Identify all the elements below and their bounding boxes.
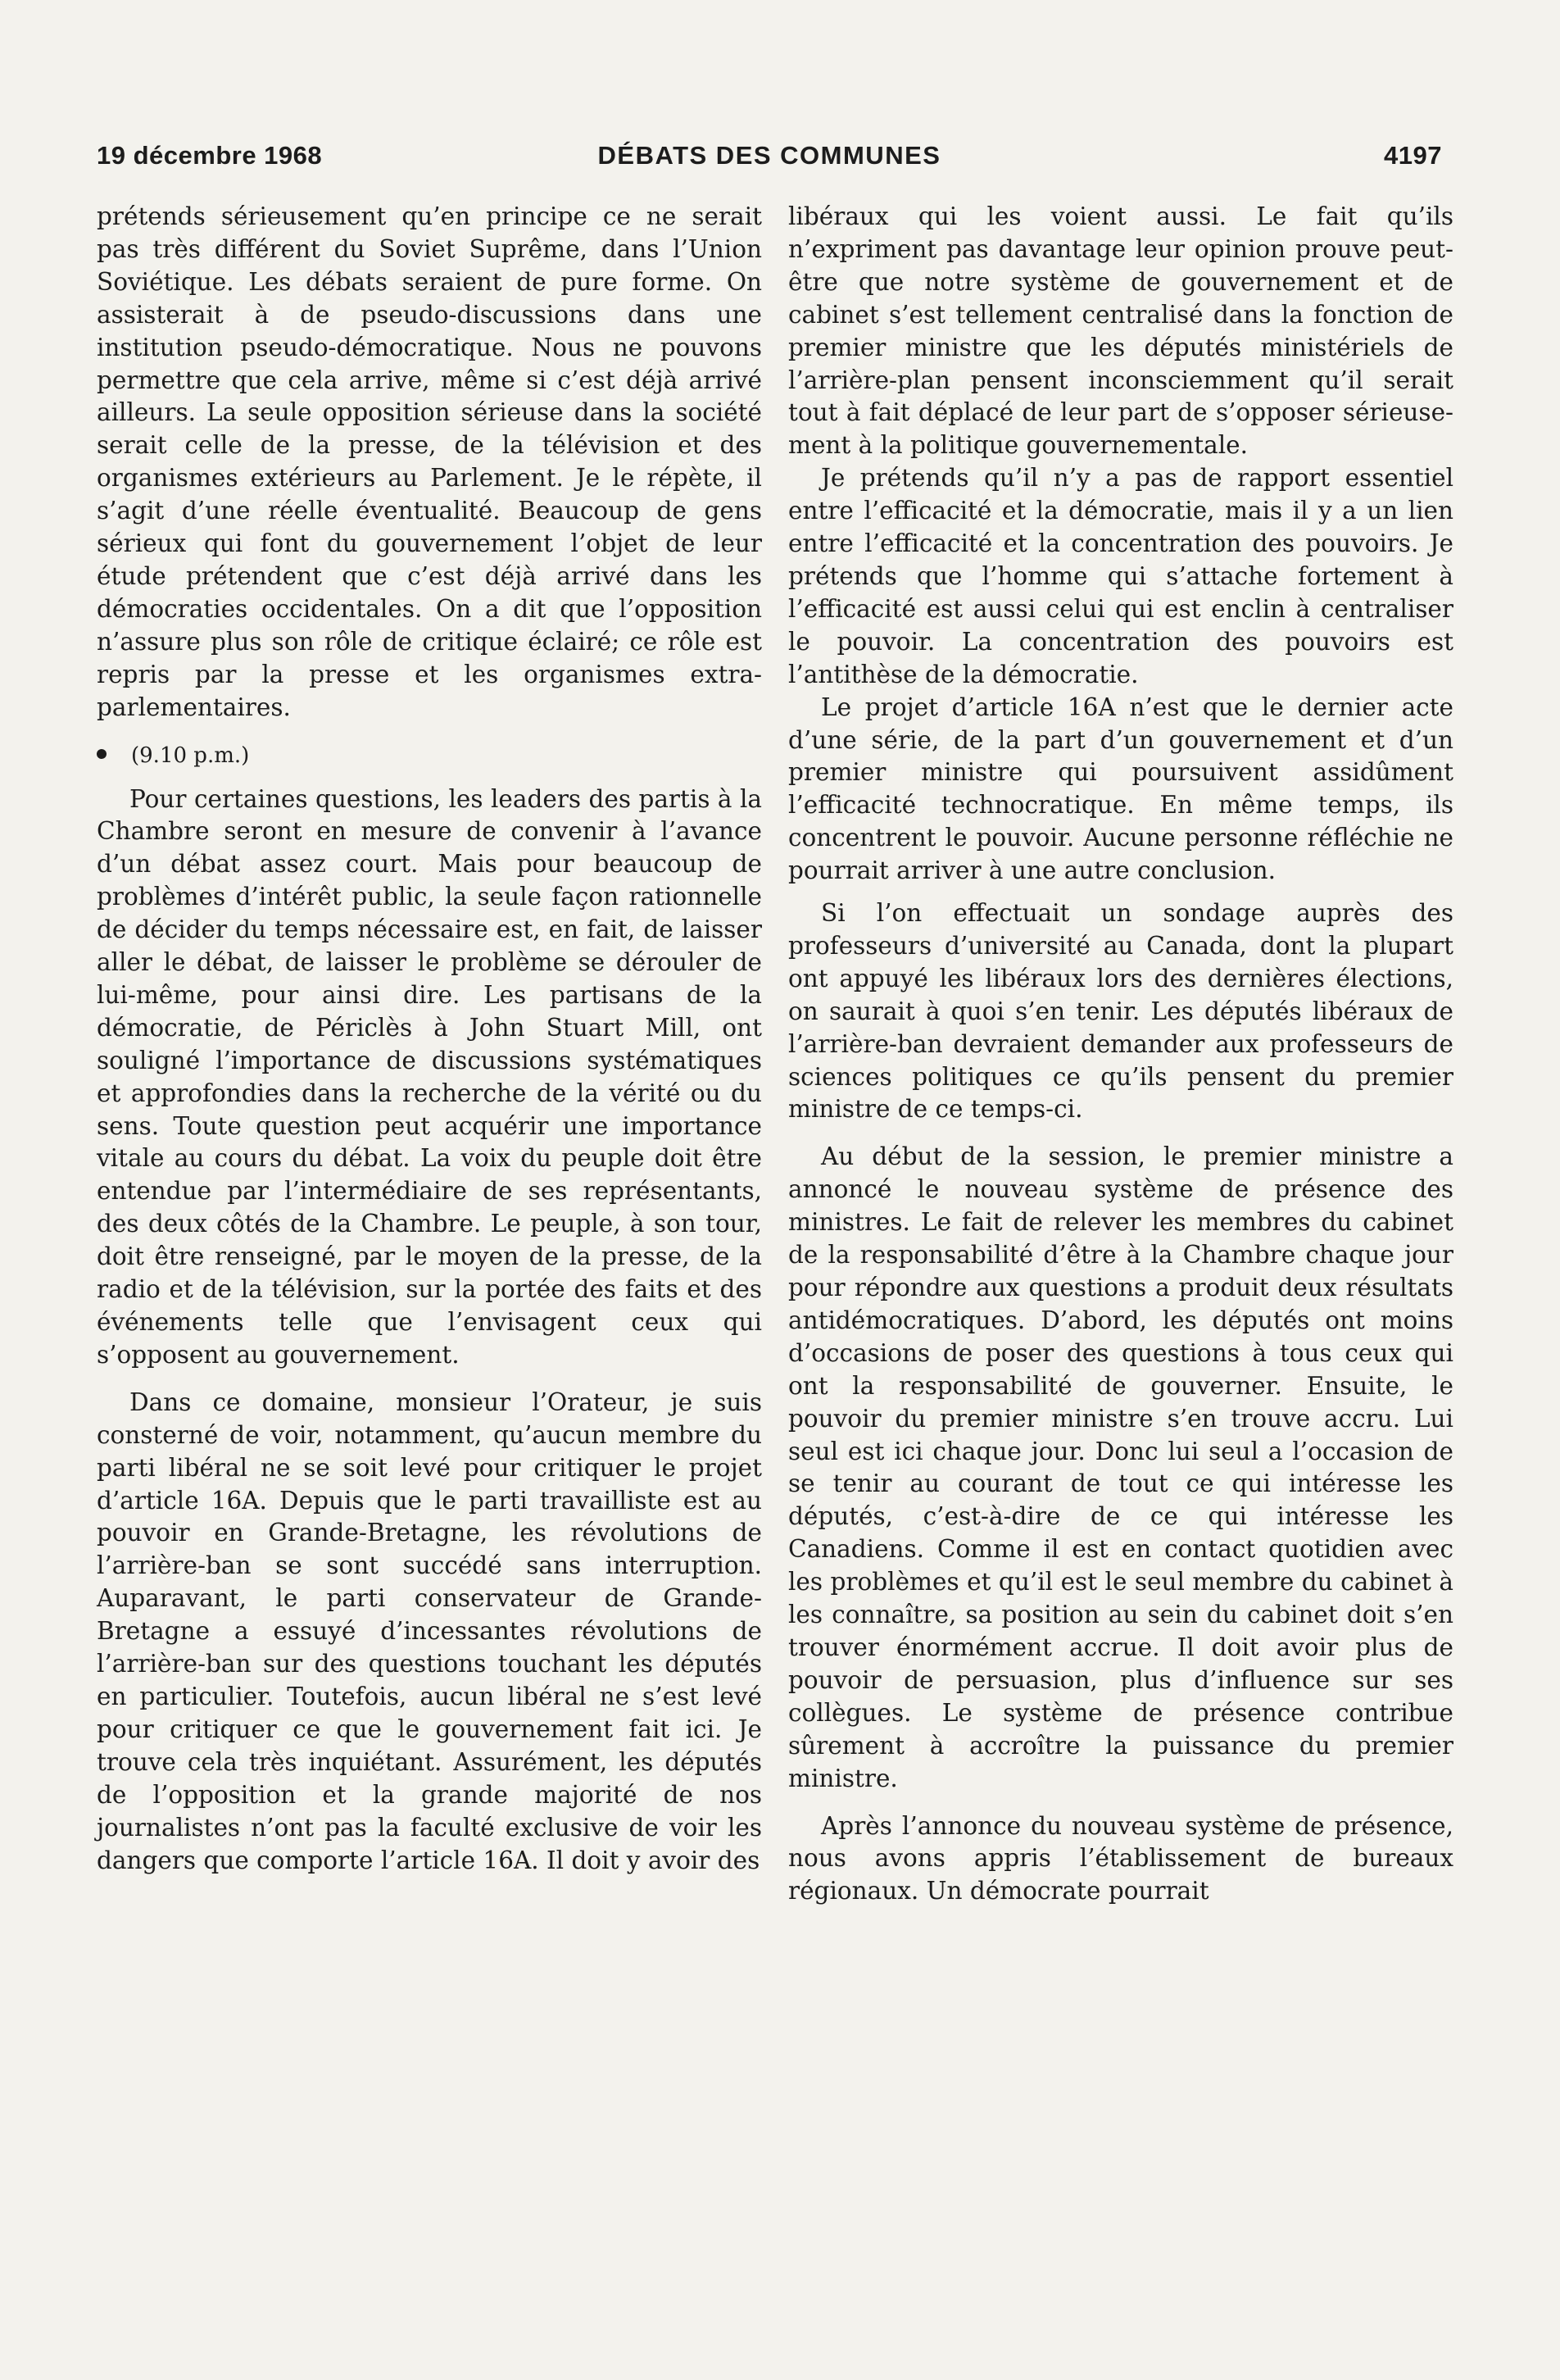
running-header	[97, 141, 1442, 177]
paragraph: Au début de la session, le premier ministre a annoncé le nouveau système de présence des ministres. Le fait de relever les membres du cabinet de la responsabilité d’être à la Chambre chaque jour pour répondre aux questions a produit deux résultats antidémocratiques. D’abord, les députés ont moins d’occasions de poser des questions à tous ceux qui ont la responsabilité de gouverner. Ensuite, le pouvoir du premier ministre s’en trouve accru. Lui seul est ici chaque jour. Donc lui seul a l’occasion de se tenir au courant de tout ce qui intéresse les députés, c’est-à-dire de ce qui intéresse les Canadiens. Comme il est en contact quotidien avec les problèmes et qu’il est le seul membre du cabinet à les connaître, sa position au sein du cabinet doit s’en trouver énormément accrue. Il doit avoir plus de pouvoir de persuasion, plus d’influence sur ses collègues. Le système de présence contribue sûrement à accroître la puissance du premier ministre.	[788, 1142, 1453, 1792]
right-column	[788, 201, 1453, 1908]
paragraph: Si l’on effectuait un sondage auprès des professeurs d’université au Canada, dont la plupart ont appuyé les libéraux lors des dernières élections, on saurait à quoi s’en tenir. Les députés libéraux de l’arrière-ban devraient demander aux professeurs de sciences politiques ce qu’ils pensent du premier ministre de ce temps-ci.	[788, 899, 1453, 1124]
time-marker-text: (9.10 p.m.)	[131, 743, 250, 768]
paragraph: prétends sérieusement qu’en principe ce ne serait pas très différent du Soviet Suprême, dans l’Union Soviétique. Les débats seraient de pure forme. On assisterait à de pseudo-discussions dans une institution pseudo-démocratique. Nous ne pouvons permettre que cela arrive, même si c’est déjà arrivé ailleurs. La seule opposition sérieuse dans la société serait celle de la presse, de la télévision et des organismes extérieurs au Parlement. Je le répète, il s’agit d’une réelle éventualité. Beaucoup de gens sérieux qui font du gouvernement l’objet de leur étude prétendent que c’est déjà arrivé dans les démocraties occidentales. On a dit que l’opposition n’assure plus son rôle de critique éclairé; ce rôle est repris par la presse et les organismes extraparlementaires.	[97, 202, 762, 721]
bullet-icon	[97, 749, 107, 759]
page-number: 4197	[1384, 141, 1442, 170]
header-title: DÉBATS DES COMMUNES	[597, 141, 941, 170]
header-date: 19 décembre 1968	[97, 141, 323, 170]
paragraph: Le projet d’article 16A n’est que le dernier acte d’une série, de la part d’un gouvernement et d’un premier ministre qui poursuivent assidûment l’efficacité technocratique. En même temps, ils concentrent le pouvoir. Aucune personne réfléchie ne pourrait arriver à une autre conclusion.	[788, 693, 1453, 885]
time-marker	[97, 741, 762, 770]
paragraph: libéraux qui les voient aussi. Le fait qu’ils n’expriment pas davantage leur opinion prouve peut-être que notre système de gouvernement et de cabinet s’est tellement centralisé dans la fonction de premier ministre que les députés ministériels de l’arrière-plan pensent inconsciemment qu’il serait tout à fait déplacé de leur part de s’opposer sérieusement à la politique gouvernementale.	[788, 202, 1453, 460]
paragraph: Dans ce domaine, monsieur l’Orateur, je suis consterné de voir, notamment, qu’aucun membre du parti libéral ne se soit levé pour critiquer le projet d’article 16A. Depuis que le parti travailliste est au pouvoir en Grande-Bretagne, les révolutions de l’arrière-ban se sont succédé sans interruption. Auparavant, le parti conservateur de Grande-Bretagne a essuyé d’incessantes révolutions de l’arrière-ban sur des questions touchant les députés en particulier. Toutefois, aucun libéral ne s’est levé pour critiquer ce que le gouvernement fait ici. Je trouve cela très inquiétant. Assurément, les députés de l’opposition et la grande majorité de nos journalistes n’ont pas la faculté exclusive de voir les dangers que comporte l’article 16A. Il doit y avoir des	[97, 1388, 762, 1874]
left-column	[97, 201, 762, 1877]
paragraph: Je prétends qu’il n’y a pas de rapport essentiel entre l’efficacité et la démocratie, mais il y a un lien entre l’efficacité et la concentration des pouvoirs. Je prétends que l’homme qui s’attache fortement à l’efficacité est aussi celui qui est enclin à centraliser le pouvoir. La concentration des pouvoirs est l’antithèse de la démocratie.	[788, 464, 1453, 688]
paragraph: Pour certaines questions, les leaders des partis à la Chambre seront en mesure de convenir à l’avance d’un débat assez court. Mais pour beaucoup de problèmes d’intérêt public, la seule façon rationnelle de décider du temps nécessaire est, en fait, de laisser aller le débat, de laisser le problème se dérouler de lui-même, pour ainsi dire. Les partisans de la démocratie, de Périclès à John Stuart Mill, ont souligné l’importance de discussions systématiques et approfondies dans la recherche de la vérité ou du sens. Toute question peut acquérir une importance vitale au cours du débat. La voix du peuple doit être entendue par l’intermédiaire de ses représentants, des deux côtés de la Chambre. Le peuple, à son tour, doit être renseigné, par le moyen de la presse, de la radio et de la télévision, sur la portée des faits et des événements telle que l’envisagent ceux qui s’opposent au gouvernement.	[97, 784, 762, 1369]
paragraph: Après l’annonce du nouveau système de présence, nous avons appris l’établissement de bureaux régionaux. Un démocrate pourrait	[788, 1811, 1453, 1905]
